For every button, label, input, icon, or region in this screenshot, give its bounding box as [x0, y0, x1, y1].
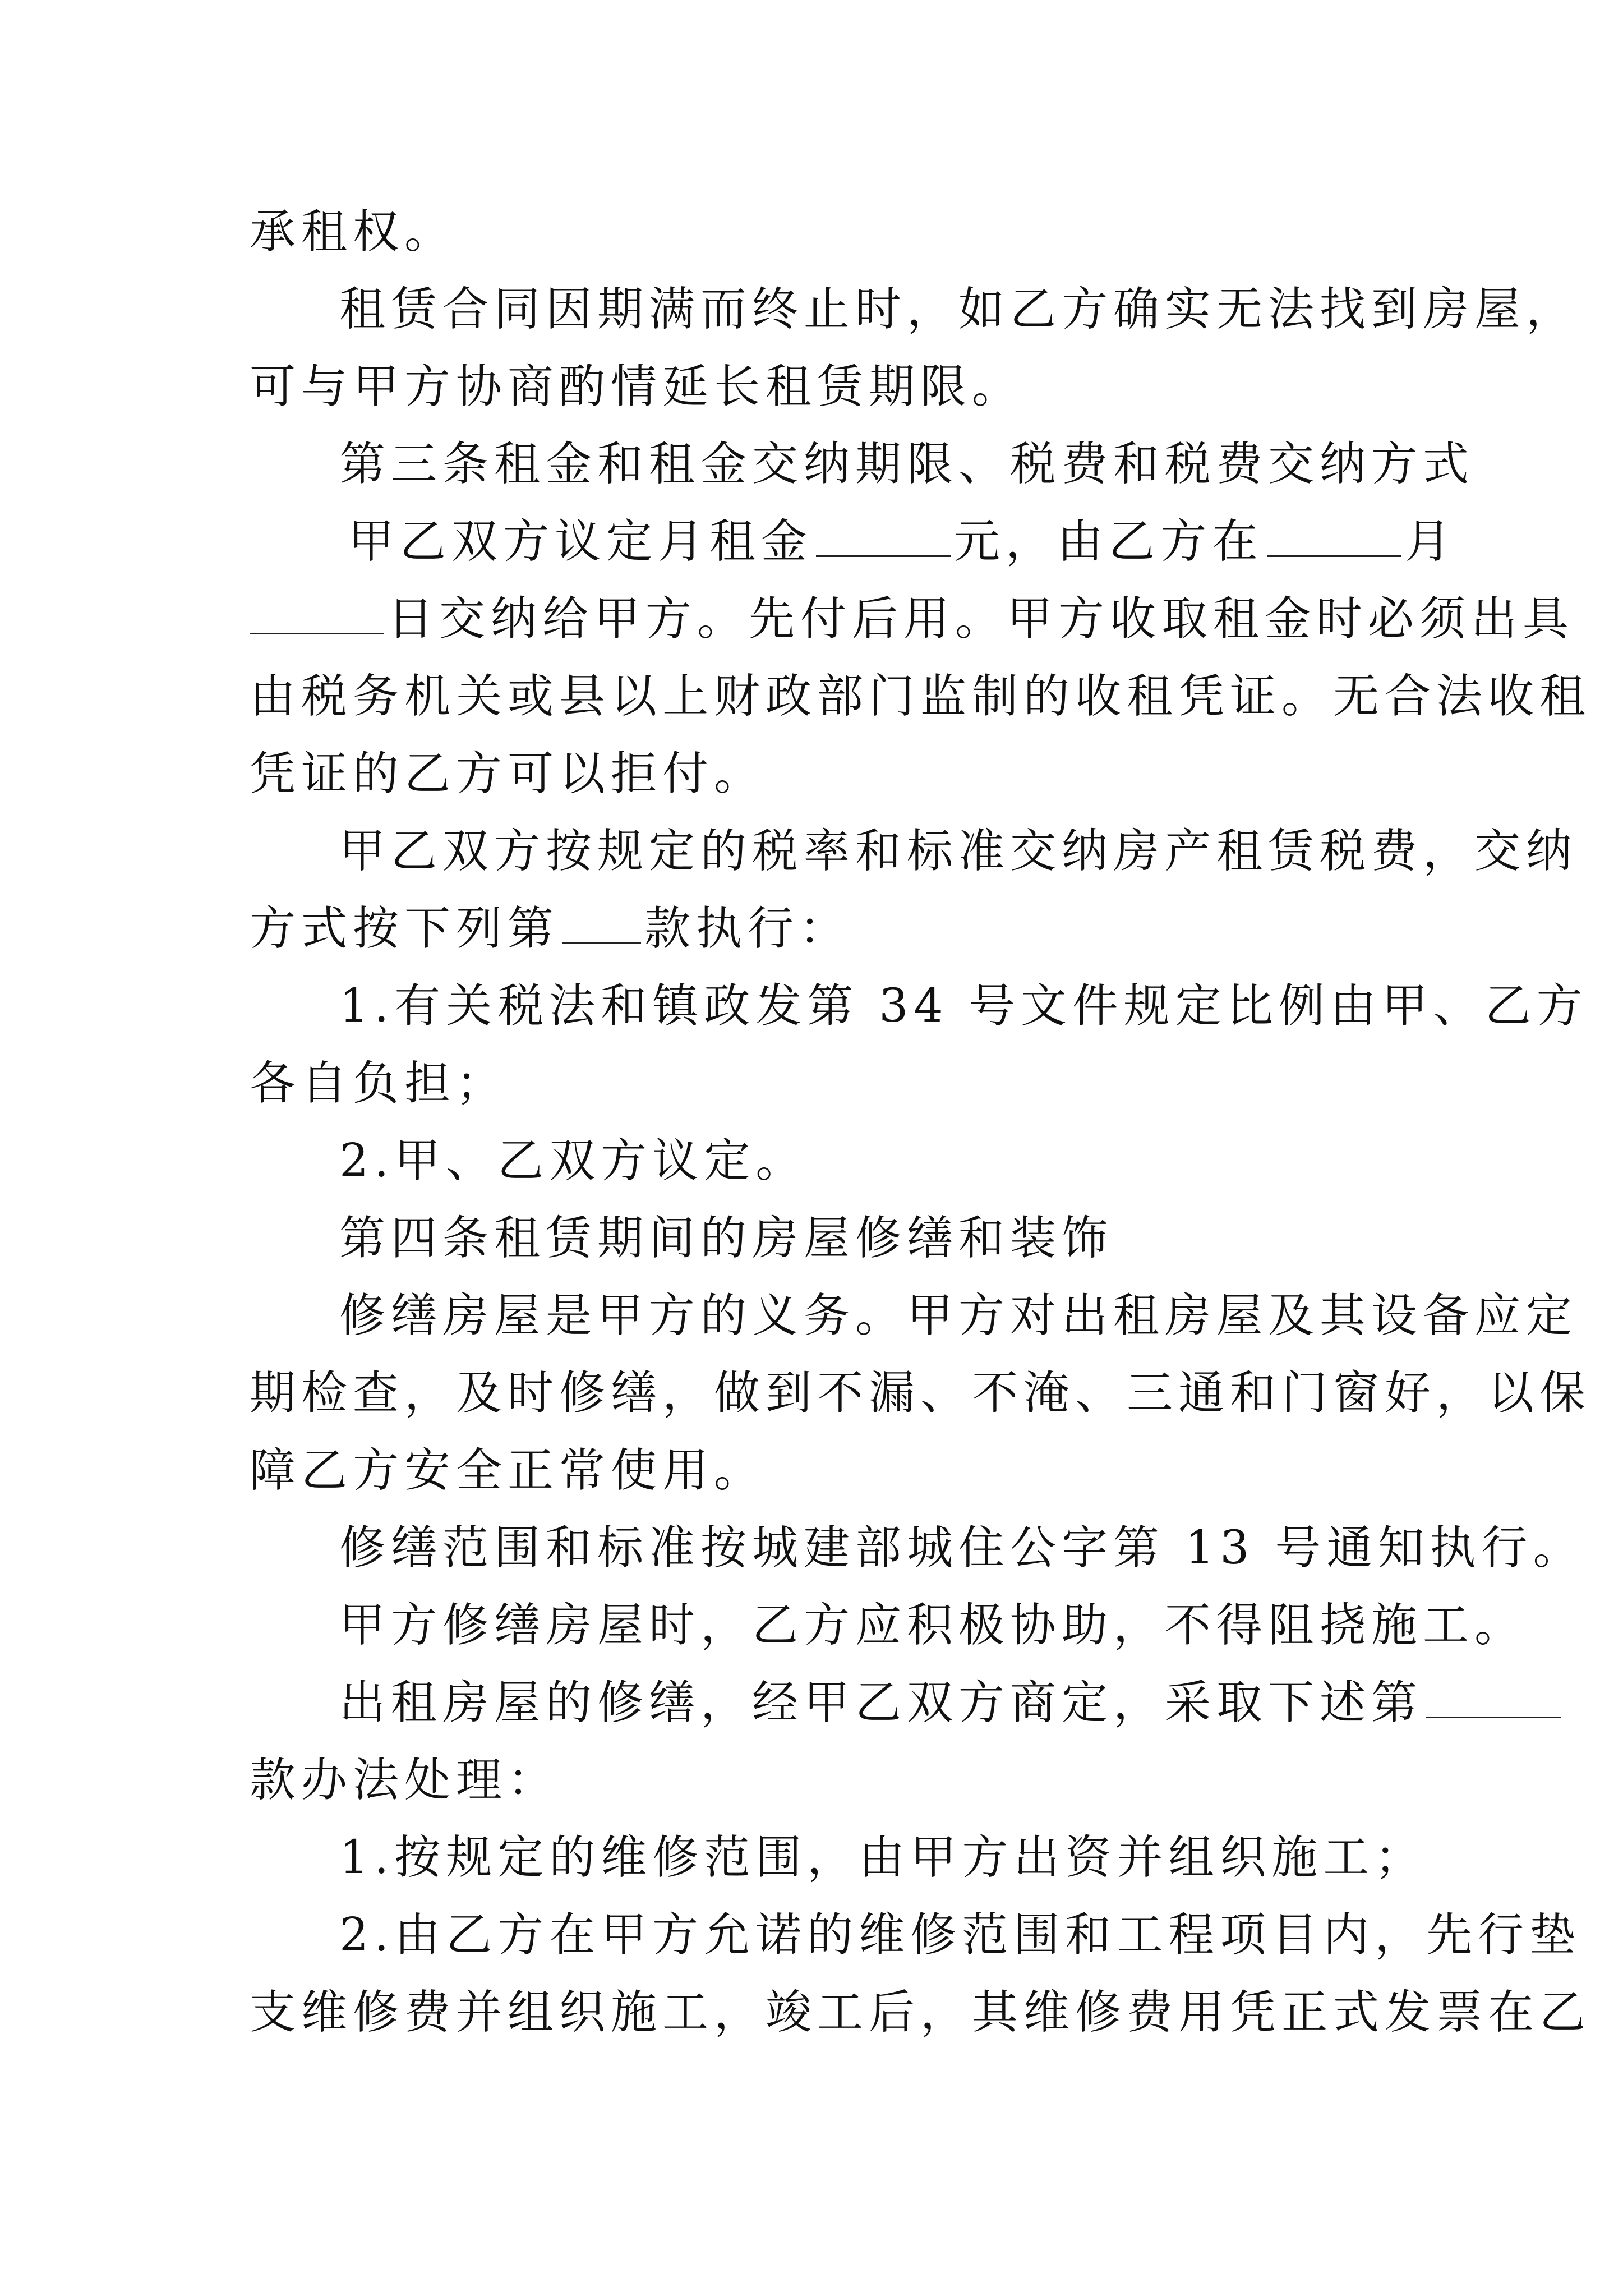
- document-body: [250, 194, 1592, 2051]
- rent-text: 月: [1405, 515, 1457, 568]
- repair-option-blank: [1426, 1677, 1561, 1718]
- list-item: 1.按规定的维修范围，由甲方出资并组织施工；: [339, 1831, 1427, 1884]
- rent-text: 甲乙双方议定月租金: [348, 515, 813, 568]
- list-item: 2.甲、乙双方议定。: [339, 1134, 808, 1188]
- paragraph-line: 凭证的乙方可以拒付。: [250, 747, 766, 800]
- paragraph-line-with-blank: [250, 890, 1382, 968]
- repair-text: 出租房屋的修缮，经甲乙双方商定，采取下述第: [339, 1676, 1423, 1729]
- tax-text: 方式按下列第: [250, 902, 560, 955]
- payment-month-blank: [1267, 516, 1401, 557]
- paragraph-line: 各自负担；: [250, 1057, 508, 1110]
- paragraph-line: 甲方修缮房屋时，乙方应积极协助，不得阻挠施工。: [339, 1599, 1527, 1652]
- paragraph-line: 甲乙双方按规定的税率和标准交纳房产租赁税费，交纳: [339, 825, 1578, 878]
- paragraph-line: 修缮范围和标准按城建部城住公字第 13 号通知执行。: [339, 1521, 1585, 1575]
- section-heading: 第四条租赁期间的房屋修缮和装饰: [339, 1212, 1114, 1265]
- paragraph-line: 可与甲方协商酌情延长租赁期限。: [250, 360, 1024, 413]
- paragraph-line: 由税务机关或县以上财政部门监制的收租凭证。无合法收租: [250, 670, 1592, 723]
- rent-text: 元，由乙方在: [954, 515, 1264, 568]
- tax-option-blank: [562, 903, 641, 944]
- paragraph-line: 修缮房屋是甲方的义务。甲方对出租房屋及其设备应定: [339, 1289, 1578, 1342]
- section-heading: 第三条租金和租金交纳期限、税费和税费交纳方式: [339, 438, 1475, 491]
- rent-text: 日交纳给甲方。先付后用。甲方收取租金时必须出具: [388, 592, 1575, 646]
- paragraph-line-with-blanks: [250, 503, 1457, 581]
- paragraph-line-with-blank: [250, 581, 1575, 658]
- paragraph-line: 期检查，及时修缮，做到不漏、不淹、三通和门窗好，以保: [250, 1366, 1592, 1420]
- tax-text: 款执行：: [644, 902, 851, 955]
- paragraph-line: 租赁合同因期满而终止时，如乙方确实无法找到房屋，: [339, 283, 1578, 336]
- paragraph-line: 承租权。: [250, 205, 457, 259]
- list-item: 2.由乙方在甲方允诺的维修范围和工程项目内，先行垫: [339, 1908, 1581, 1962]
- paragraph-line: 支维修费并组织施工，竣工后，其维修费用凭正式发票在乙: [250, 1986, 1592, 2039]
- list-item: 1.有关税法和镇政发第 34 号文件规定比例由甲、乙方: [339, 979, 1588, 1033]
- monthly-rent-blank: [816, 516, 951, 557]
- paragraph-line-with-blank: [250, 1664, 1423, 1742]
- paragraph-line: 款办法处理：: [250, 1754, 560, 1807]
- payment-day-blank: [250, 593, 384, 634]
- paragraph-line: 障乙方安全正常使用。: [250, 1444, 766, 1497]
